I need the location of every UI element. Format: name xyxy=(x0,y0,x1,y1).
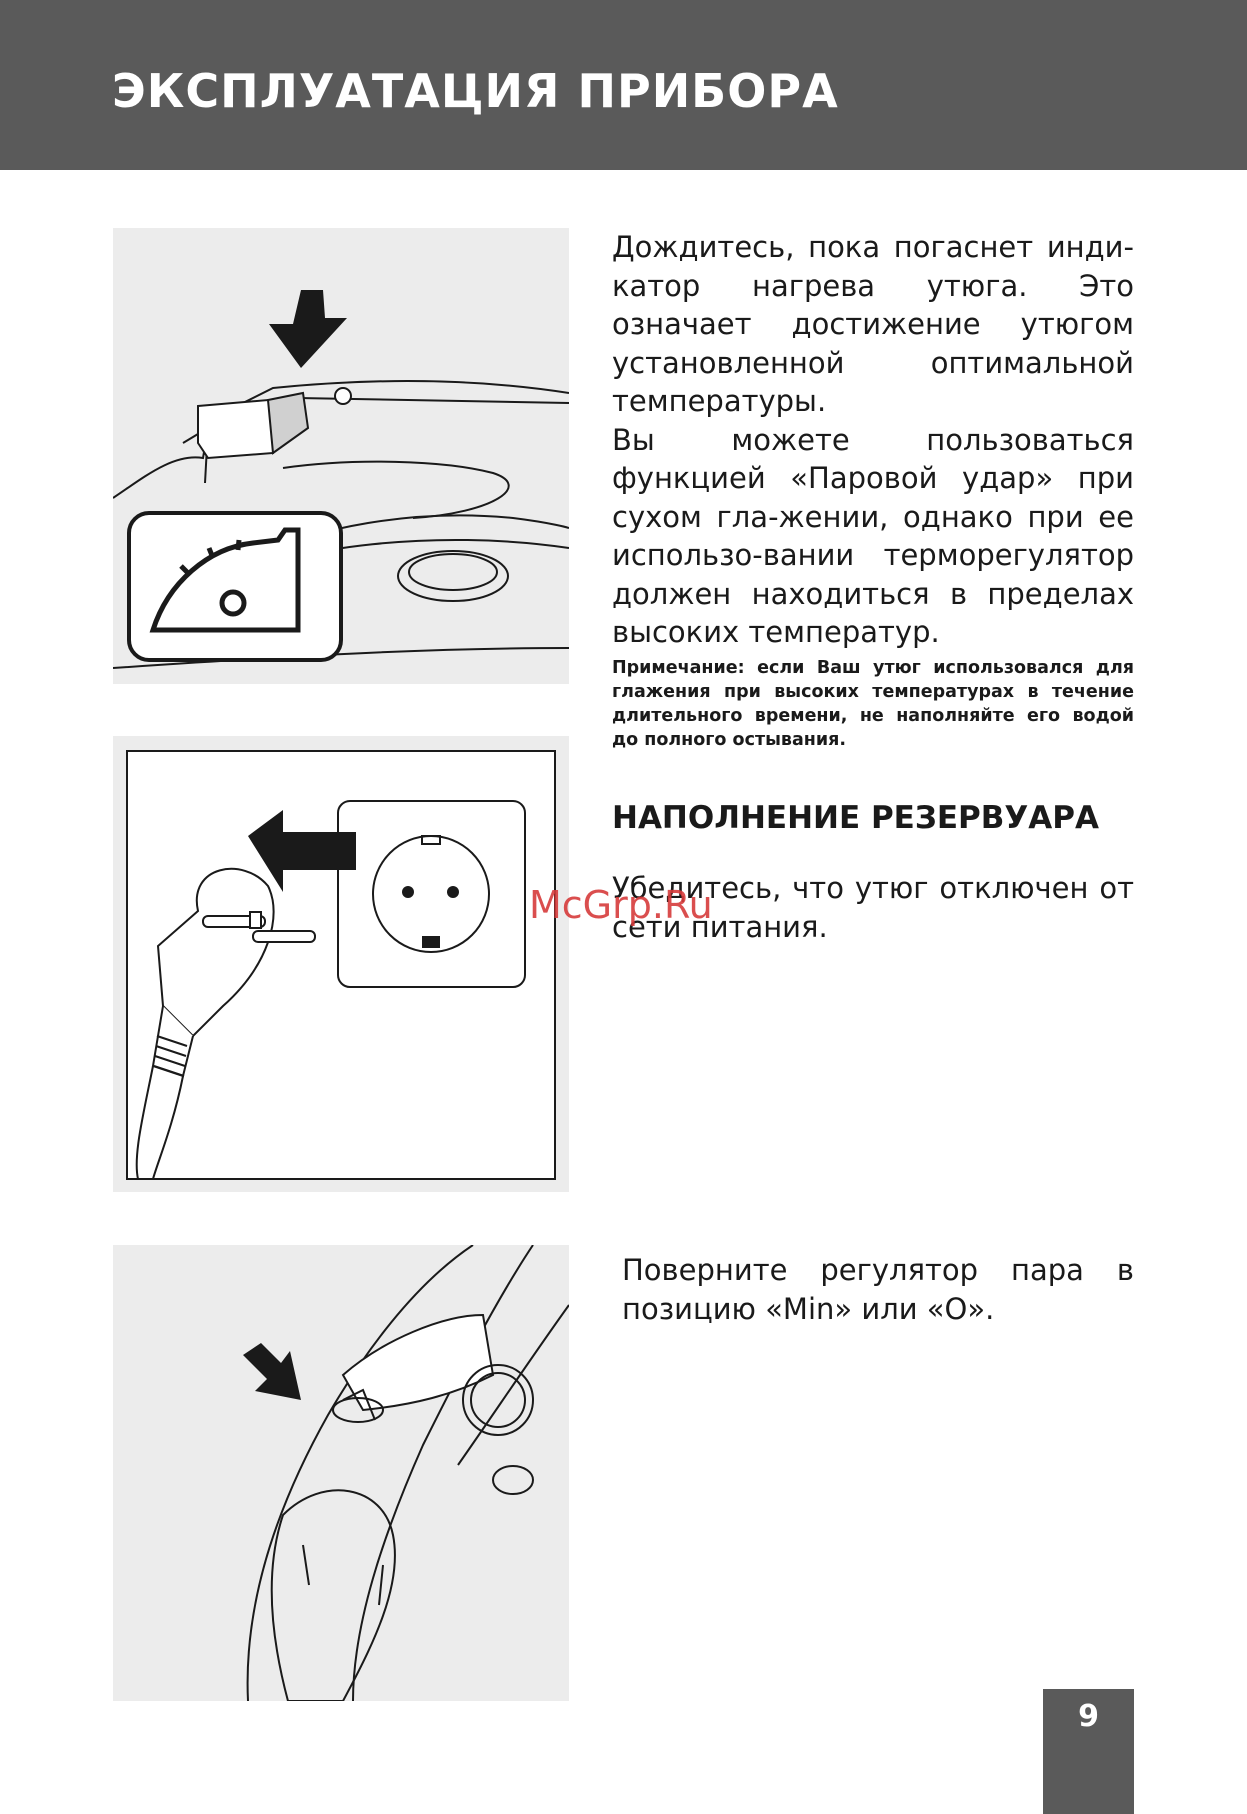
watermark: McGrp.Ru xyxy=(529,883,713,927)
unplug-drawing xyxy=(113,736,569,1192)
illustration-unplug xyxy=(113,736,569,1192)
arrow-right-down-icon xyxy=(243,1343,301,1400)
iron-indicator-drawing xyxy=(113,228,569,684)
section1-paragraph2: Вы можете пользоваться функцией «Паровой удар» при сухом гла-жении, однако при ее использо-вании терморегулятор должен находиться в пределах высоких температур. xyxy=(612,422,1134,649)
section3-text xyxy=(622,1251,1134,1328)
section2-title: НАПОЛНЕНИЕ РЕЗЕРВУАРА xyxy=(612,800,1100,836)
socket-icon xyxy=(373,836,489,952)
illustration-iron-indicator xyxy=(113,228,569,684)
page-number: 9 xyxy=(1043,1689,1134,1814)
section3-paragraph: Поверните регулятор пара в позицию «Min» или «O». xyxy=(622,1253,1134,1326)
iron-symbol-icon xyxy=(129,513,341,660)
section2-paragraph: Убедитесь, что утюг отключен от сети питания. xyxy=(612,871,1134,944)
section1-text xyxy=(612,228,1134,652)
section1-note: Примечание: если Ваш утюг использовался для глажения при высоких температурах в течение длительного времени, не наполняйте его водой до полного остывания. xyxy=(612,658,1134,750)
illustration-steam-regulator xyxy=(113,1245,569,1701)
page-title: ЭКСПЛУАТАЦИЯ ПРИБОРА xyxy=(112,64,839,118)
page-header xyxy=(0,0,1247,170)
section1-paragraph1: Дождитесь, пока погаснет инди-катор нагрева утюга. Это означает достижение утюгом установленной оптимальной температуры. xyxy=(612,230,1134,418)
arrow-down-icon xyxy=(269,290,347,368)
steam-regulator-drawing xyxy=(113,1245,569,1701)
